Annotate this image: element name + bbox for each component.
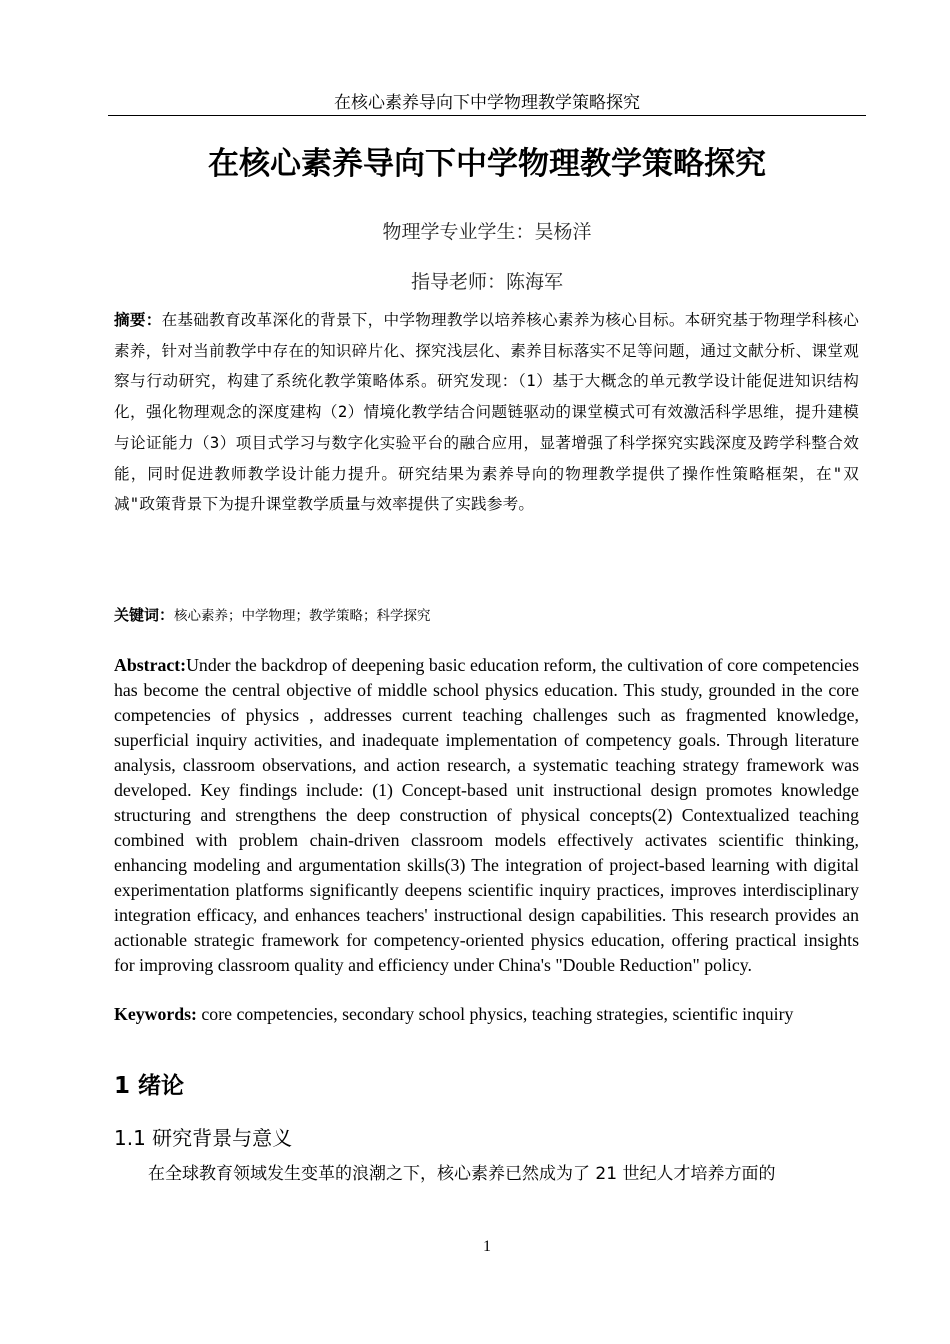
chinese-abstract-label: 摘要： <box>114 311 162 329</box>
english-keywords-text: core competencies, secondary school physics, teaching strategies, scientific inquiry <box>196 1004 794 1024</box>
english-keywords <box>114 1002 859 1027</box>
chinese-keywords <box>114 603 859 628</box>
running-header: 在核心素养导向下中学物理教学策略探究 <box>334 93 640 113</box>
chinese-keywords-text: 核心素养；中学物理；教学策略；科学探究 <box>174 608 431 624</box>
english-abstract-label: Abstract: <box>114 655 187 675</box>
page-number: 1 <box>483 1238 491 1255</box>
chinese-abstract-text: 在基础教育改革深化的背景下，中学物理教学以培养核心素养为核心目标。本研究基于物理学科核心素养，针对当前教学中存在的知识碎片化、探究浅层化、素养目标落实不足等问题，通过文献分析、课堂观察与行动研究，构建了系统化教学策略体系。研究发现：（1）基于大概念的单元教学设计能促进知识结构化，强化物理观念的深度建构（2）情境化教学结合问题链驱动的课堂模式可有效激活科学思维，提升建模与论证能力（3）项目式学习与数字化实验平台的融合应用，显著增强了科学探究实践深度及跨学科整合效能，同时促进教师教学设计能力提升。研究结果为素养导向的物理教学提供了操作性策略框架，在"双减"政策背景下为提升课堂教学质量与效率提供了实践参考。 <box>114 311 859 514</box>
subsection-heading: 1.1 研究背景与意义 <box>114 1126 293 1150</box>
chinese-abstract <box>114 305 859 520</box>
chinese-keywords-label: 关键词： <box>114 606 175 624</box>
student-author: 物理学专业学生：吴杨洋 <box>382 221 592 243</box>
body-paragraph: 在全球教育领域发生变革的浪潮之下，核心素养已然成为了 21 世纪人才培养方面的 <box>148 1164 776 1184</box>
english-abstract-text: Under the backdrop of deepening basic education reform, the cultivation of core competencies has become the central objective of middle school physics education. This study, grounded in the core competencies of physics , addresses current teaching challenges such as fragmented knowledge, superficial inquiry activities, and inadequate implementation of competency goals. Through literature analysis, classroom observations, and action research, a systematic teaching strategy framework was developed. Key findings include: (1) Concept-based unit instructional design promotes knowledge structuring and strengthens the deep construction of physical concepts(2) Contextualized teaching combined with problem chain-driven classroom models effectively activates scientific thinking, enhancing modeling and argumentation skills(3) The integration of project-based learning with digital experimentation platforms significantly deepens scientific inquiry practices, improves interdisciplinary integration efficacy, and enhances teachers' instructional design capabilities. This research provides an actionable strategic framework for competency-oriented physics education, offering practical insights for improving classroom quality and efficiency under China's "Double Reduction" policy. <box>114 655 859 975</box>
header-divider <box>108 115 866 116</box>
english-keywords-label: Keywords: <box>114 1004 197 1024</box>
section-heading: 1 绪论 <box>114 1073 185 1099</box>
advisor-name: 指导老师：陈海军 <box>410 271 563 293</box>
english-abstract <box>114 653 859 978</box>
paper-title: 在核心素养导向下中学物理教学策略探究 <box>208 146 766 182</box>
